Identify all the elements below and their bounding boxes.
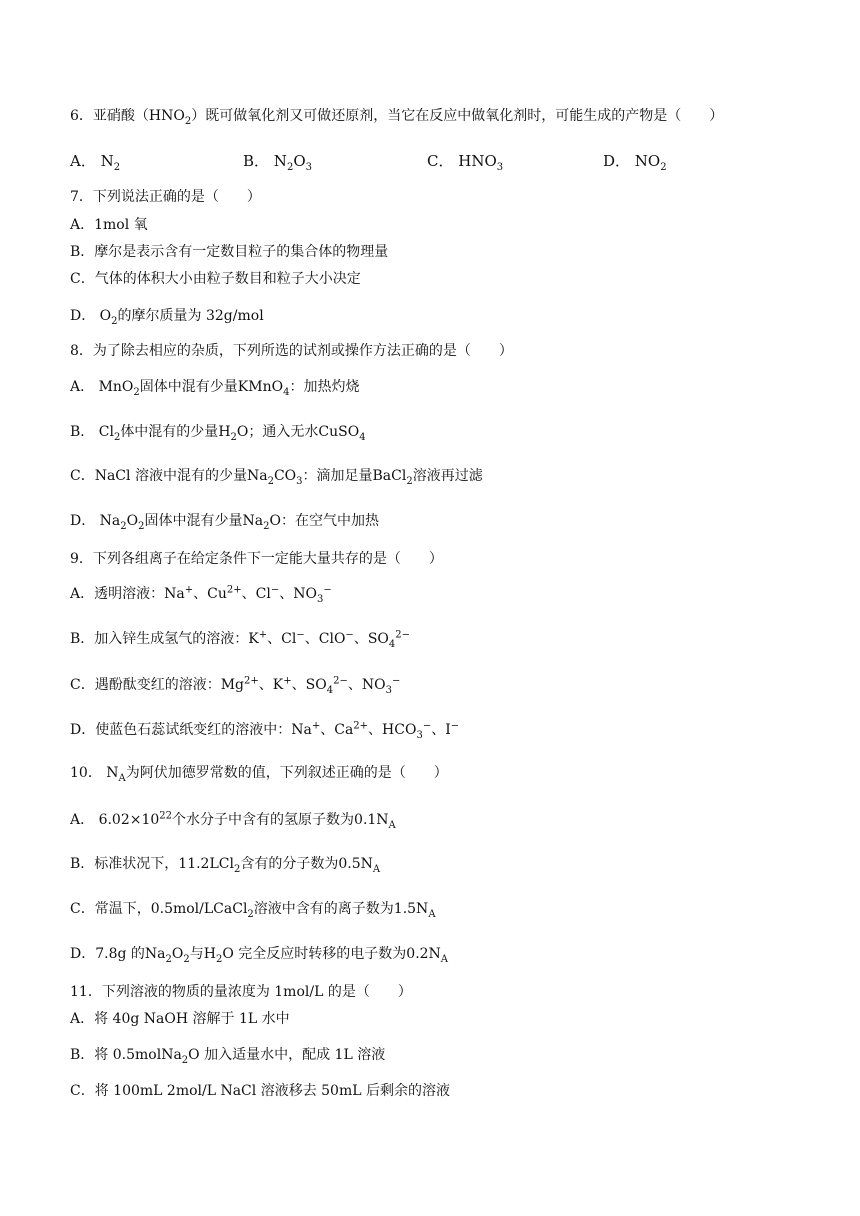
text-segment: 2: [138, 520, 145, 532]
question-line-q10b: [70, 855, 380, 873]
text-segment: D．: [70, 308, 96, 324]
text-segment: 2+: [226, 584, 242, 596]
text-segment: −: [323, 584, 332, 596]
text-segment: −: [270, 584, 280, 596]
text-segment: 、: [291, 677, 306, 693]
text-segment: HCO: [382, 722, 417, 738]
question-line-q7c: [70, 270, 361, 288]
text-segment: A: [388, 819, 396, 831]
text-segment: C．将 100mL 2mol/L NaCl 溶液移去 50mL 后剩余的溶液: [70, 1083, 450, 1099]
text-segment: −: [345, 629, 354, 641]
option-q6c: [427, 152, 504, 173]
text-segment: 、: [258, 677, 273, 693]
text-segment: C．气体的体积大小由粒子数目和粒子大小决定: [70, 271, 361, 287]
text-segment: A: [428, 908, 436, 920]
text-segment: Na: [144, 946, 166, 962]
text-segment: O 完全反应时转移的电子数为: [222, 946, 407, 962]
text-segment: A．: [70, 379, 95, 395]
question-line-q8c: [70, 467, 483, 485]
text-segment: +: [311, 720, 321, 732]
text-segment: 3: [416, 729, 423, 741]
text-segment: Cu: [207, 586, 227, 602]
text-segment: A．将 40g NaOH 溶解于 1L 水中: [70, 1011, 290, 1027]
text-segment: NO: [361, 677, 386, 693]
text-segment: 、: [193, 586, 208, 602]
question-line-q11b: [70, 1046, 385, 1064]
text-segment: D．7.8g 的: [70, 946, 145, 962]
text-segment: 固体中混有少量: [144, 513, 243, 529]
text-segment: Na: [164, 586, 185, 602]
text-segment: 0.5N: [338, 856, 373, 872]
text-segment: 2: [165, 953, 172, 965]
text-segment: A: [372, 863, 381, 875]
text-segment: ClO: [318, 631, 346, 647]
text-segment: B．: [70, 424, 95, 440]
text-segment: 个水分子中含有的氢原子数为: [172, 812, 355, 828]
question-line-q9: [70, 550, 443, 568]
text-segment: 、: [304, 631, 319, 647]
text-segment: 0.2N: [406, 946, 441, 962]
text-segment: CuSO: [318, 424, 360, 440]
text-segment: N: [101, 765, 119, 781]
text-segment: 的摩尔质量为 32g/mol: [117, 308, 264, 324]
text-segment: D．: [603, 152, 631, 170]
text-segment: 3: [296, 475, 303, 487]
text-segment: −: [450, 720, 460, 732]
question-line-q11: [70, 983, 412, 1001]
text-segment: 、: [347, 677, 362, 693]
text-segment: 7．下列说法正确的是（ ）: [70, 189, 261, 205]
text-segment: CO: [273, 468, 297, 484]
text-segment: 2: [120, 520, 127, 532]
text-segment: KMnO: [237, 379, 284, 395]
text-segment: 溶液再过滤: [412, 468, 483, 484]
text-segment: 3: [385, 684, 392, 696]
question-line-q8d: [70, 512, 379, 530]
text-segment: A．: [70, 152, 96, 170]
text-segment: B．标准状况下，11.2L: [70, 856, 219, 872]
text-segment: 6．亚硝酸（: [70, 108, 149, 124]
text-segment: 体中混有的少量: [120, 424, 219, 440]
text-segment: Na: [291, 722, 312, 738]
text-segment: 2: [215, 953, 223, 965]
option-q6b: [243, 152, 312, 173]
text-segment: Cl: [218, 856, 234, 872]
text-segment: A: [118, 772, 126, 784]
question-line-q8b: [70, 423, 366, 441]
question-line-q10d: [70, 945, 448, 963]
text-segment: Na: [242, 513, 264, 529]
text-segment: Cl: [94, 424, 114, 440]
text-segment: B．将 0.5mol: [70, 1047, 162, 1063]
question-line-q11a: [70, 1010, 290, 1028]
text-segment: 2: [406, 475, 413, 487]
text-segment: 、: [267, 631, 282, 647]
text-segment: 2−: [333, 675, 348, 687]
text-segment: O: [126, 513, 139, 529]
text-segment: 为阿伏加德罗常数的值，下列叙述正确的是（ ）: [125, 765, 448, 781]
question-line-q10c: [70, 900, 436, 918]
text-segment: −: [391, 675, 401, 687]
text-segment: O: [171, 946, 184, 962]
text-segment: 2: [133, 386, 140, 398]
text-segment: O；通入无水: [236, 424, 319, 440]
text-segment: BaCl: [372, 468, 407, 484]
text-segment: O 加入适量水中，配成 1L 溶液: [188, 1047, 386, 1063]
text-segment: 4: [283, 386, 290, 398]
text-segment: 1.5N: [393, 901, 429, 917]
text-segment: 8．为了除去相应的杂质，下列所选的试剂或操作方法正确的是（ ）: [70, 343, 513, 359]
question-line-q7b: [70, 243, 388, 261]
text-segment: 2: [184, 115, 192, 127]
text-segment: Na: [161, 1047, 182, 1063]
text-segment: Cl: [281, 631, 297, 647]
text-segment: HNO: [453, 152, 497, 170]
question-line-q7a: [70, 216, 148, 234]
question-line-q8a: [70, 378, 359, 396]
text-segment: 2: [111, 315, 118, 327]
text-segment: Cl: [255, 586, 271, 602]
text-segment: N: [95, 152, 114, 170]
text-segment: SO: [305, 677, 327, 693]
text-segment: ）既可做氧化剂又可做还原剂，当它在反应中做氧化剂时，可能生成的产物是（ ）: [191, 108, 724, 124]
question-line-q7: [70, 188, 261, 206]
question-line-q9b: [70, 630, 410, 648]
text-segment: N: [269, 152, 287, 170]
text-segment: 、: [431, 722, 446, 738]
text-segment: 、: [353, 631, 368, 647]
text-segment: K: [248, 631, 259, 647]
question-line-q8: [70, 342, 513, 360]
text-segment: A．: [70, 812, 95, 828]
text-segment: I: [445, 722, 451, 738]
text-segment: CaCl: [213, 901, 248, 917]
text-segment: 固体中混有少量: [139, 379, 238, 395]
question-line-q9d: [70, 721, 459, 739]
text-segment: O: [293, 152, 306, 170]
text-segment: 2: [267, 475, 274, 487]
text-segment: MnO: [94, 379, 134, 395]
text-segment: 2: [263, 520, 270, 532]
text-segment: 2: [233, 863, 241, 875]
text-segment: 2: [113, 162, 121, 173]
text-segment: A．1mol 氧: [70, 217, 148, 233]
text-segment: 4: [359, 431, 366, 443]
text-segment: 2: [247, 908, 254, 920]
question-line-q11c: [70, 1082, 450, 1100]
text-segment: Ca: [334, 722, 354, 738]
text-segment: −: [422, 720, 432, 732]
text-segment: 9．下列各组离子在给定条件下一定能大量共存的是（ ）: [70, 551, 443, 567]
text-segment: ：滴加足量: [302, 468, 373, 484]
text-segment: 0.1N: [354, 812, 389, 828]
text-segment: 、: [279, 586, 294, 602]
text-segment: +: [258, 629, 268, 641]
text-segment: K: [272, 677, 284, 693]
text-segment: C．: [427, 152, 454, 170]
text-segment: NO: [293, 586, 317, 602]
option-q6a: [70, 152, 121, 173]
text-segment: HNO: [148, 108, 185, 124]
text-segment: Mg: [220, 677, 245, 693]
text-segment: 2: [286, 162, 294, 173]
text-segment: Na: [95, 513, 121, 529]
text-segment: D．使蓝色石蕊试纸变红的溶液中：: [70, 722, 292, 738]
text-segment: A: [440, 953, 449, 965]
text-segment: B．摩尔是表示含有一定数目粒子的集合体的物理量: [70, 244, 389, 260]
text-segment: 11．下列溶液的物质的量浓度为 1mol/L 的是（ ）: [70, 984, 412, 1000]
text-segment: +: [283, 675, 292, 687]
text-segment: 2+: [244, 675, 259, 687]
text-segment: 6.02×10: [94, 812, 160, 828]
text-segment: 3: [496, 162, 504, 173]
text-segment: C．常温下，0.5mol/L: [70, 901, 214, 917]
text-segment: C．NaCl 溶液中混有的少量: [70, 468, 247, 484]
text-segment: 3: [316, 593, 324, 605]
text-segment: H: [218, 424, 231, 440]
text-segment: B．加入锌生成氢气的溶液：: [70, 631, 249, 647]
text-segment: 3: [305, 162, 312, 173]
text-segment: 溶液中含有的离子数为: [253, 901, 394, 917]
text-segment: 、: [368, 722, 383, 738]
text-segment: 2−: [395, 629, 411, 641]
text-segment: SO: [367, 631, 389, 647]
text-segment: C．遇酚酞变红的溶液：: [70, 677, 221, 693]
text-segment: 10．: [70, 765, 102, 781]
option-q6d: [603, 152, 667, 173]
text-segment: 22: [159, 810, 173, 822]
text-segment: A．透明溶液：: [70, 586, 165, 602]
text-segment: O：在空气中加热: [269, 513, 379, 529]
text-segment: D．: [70, 513, 96, 529]
text-segment: 2: [183, 953, 190, 965]
question-line-q10a: [70, 811, 396, 829]
text-segment: 4: [326, 684, 334, 696]
text-segment: 2: [660, 162, 667, 173]
question-line-q7d: [70, 307, 264, 325]
text-segment: B．: [243, 152, 270, 170]
text-segment: NO: [630, 152, 661, 170]
text-segment: 2: [113, 431, 121, 443]
text-segment: +: [184, 584, 194, 596]
question-line-q10: [70, 764, 448, 782]
text-segment: H: [203, 946, 216, 962]
text-segment: 2: [181, 1054, 189, 1066]
text-segment: 2: [230, 431, 237, 443]
text-segment: −: [296, 629, 305, 641]
text-segment: ：加热灼烧: [289, 379, 360, 395]
text-segment: 、: [241, 586, 256, 602]
question-line-q9c: [70, 676, 400, 694]
text-segment: Na: [246, 468, 268, 484]
text-segment: O: [95, 308, 112, 324]
text-segment: 4: [388, 638, 396, 650]
text-segment: 与: [189, 946, 204, 962]
text-segment: 2+: [353, 720, 369, 732]
text-segment: 、: [320, 722, 335, 738]
question-line-q6: [70, 107, 723, 125]
text-segment: 含有的分子数为: [240, 856, 339, 872]
question-line-q9a: [70, 585, 332, 603]
